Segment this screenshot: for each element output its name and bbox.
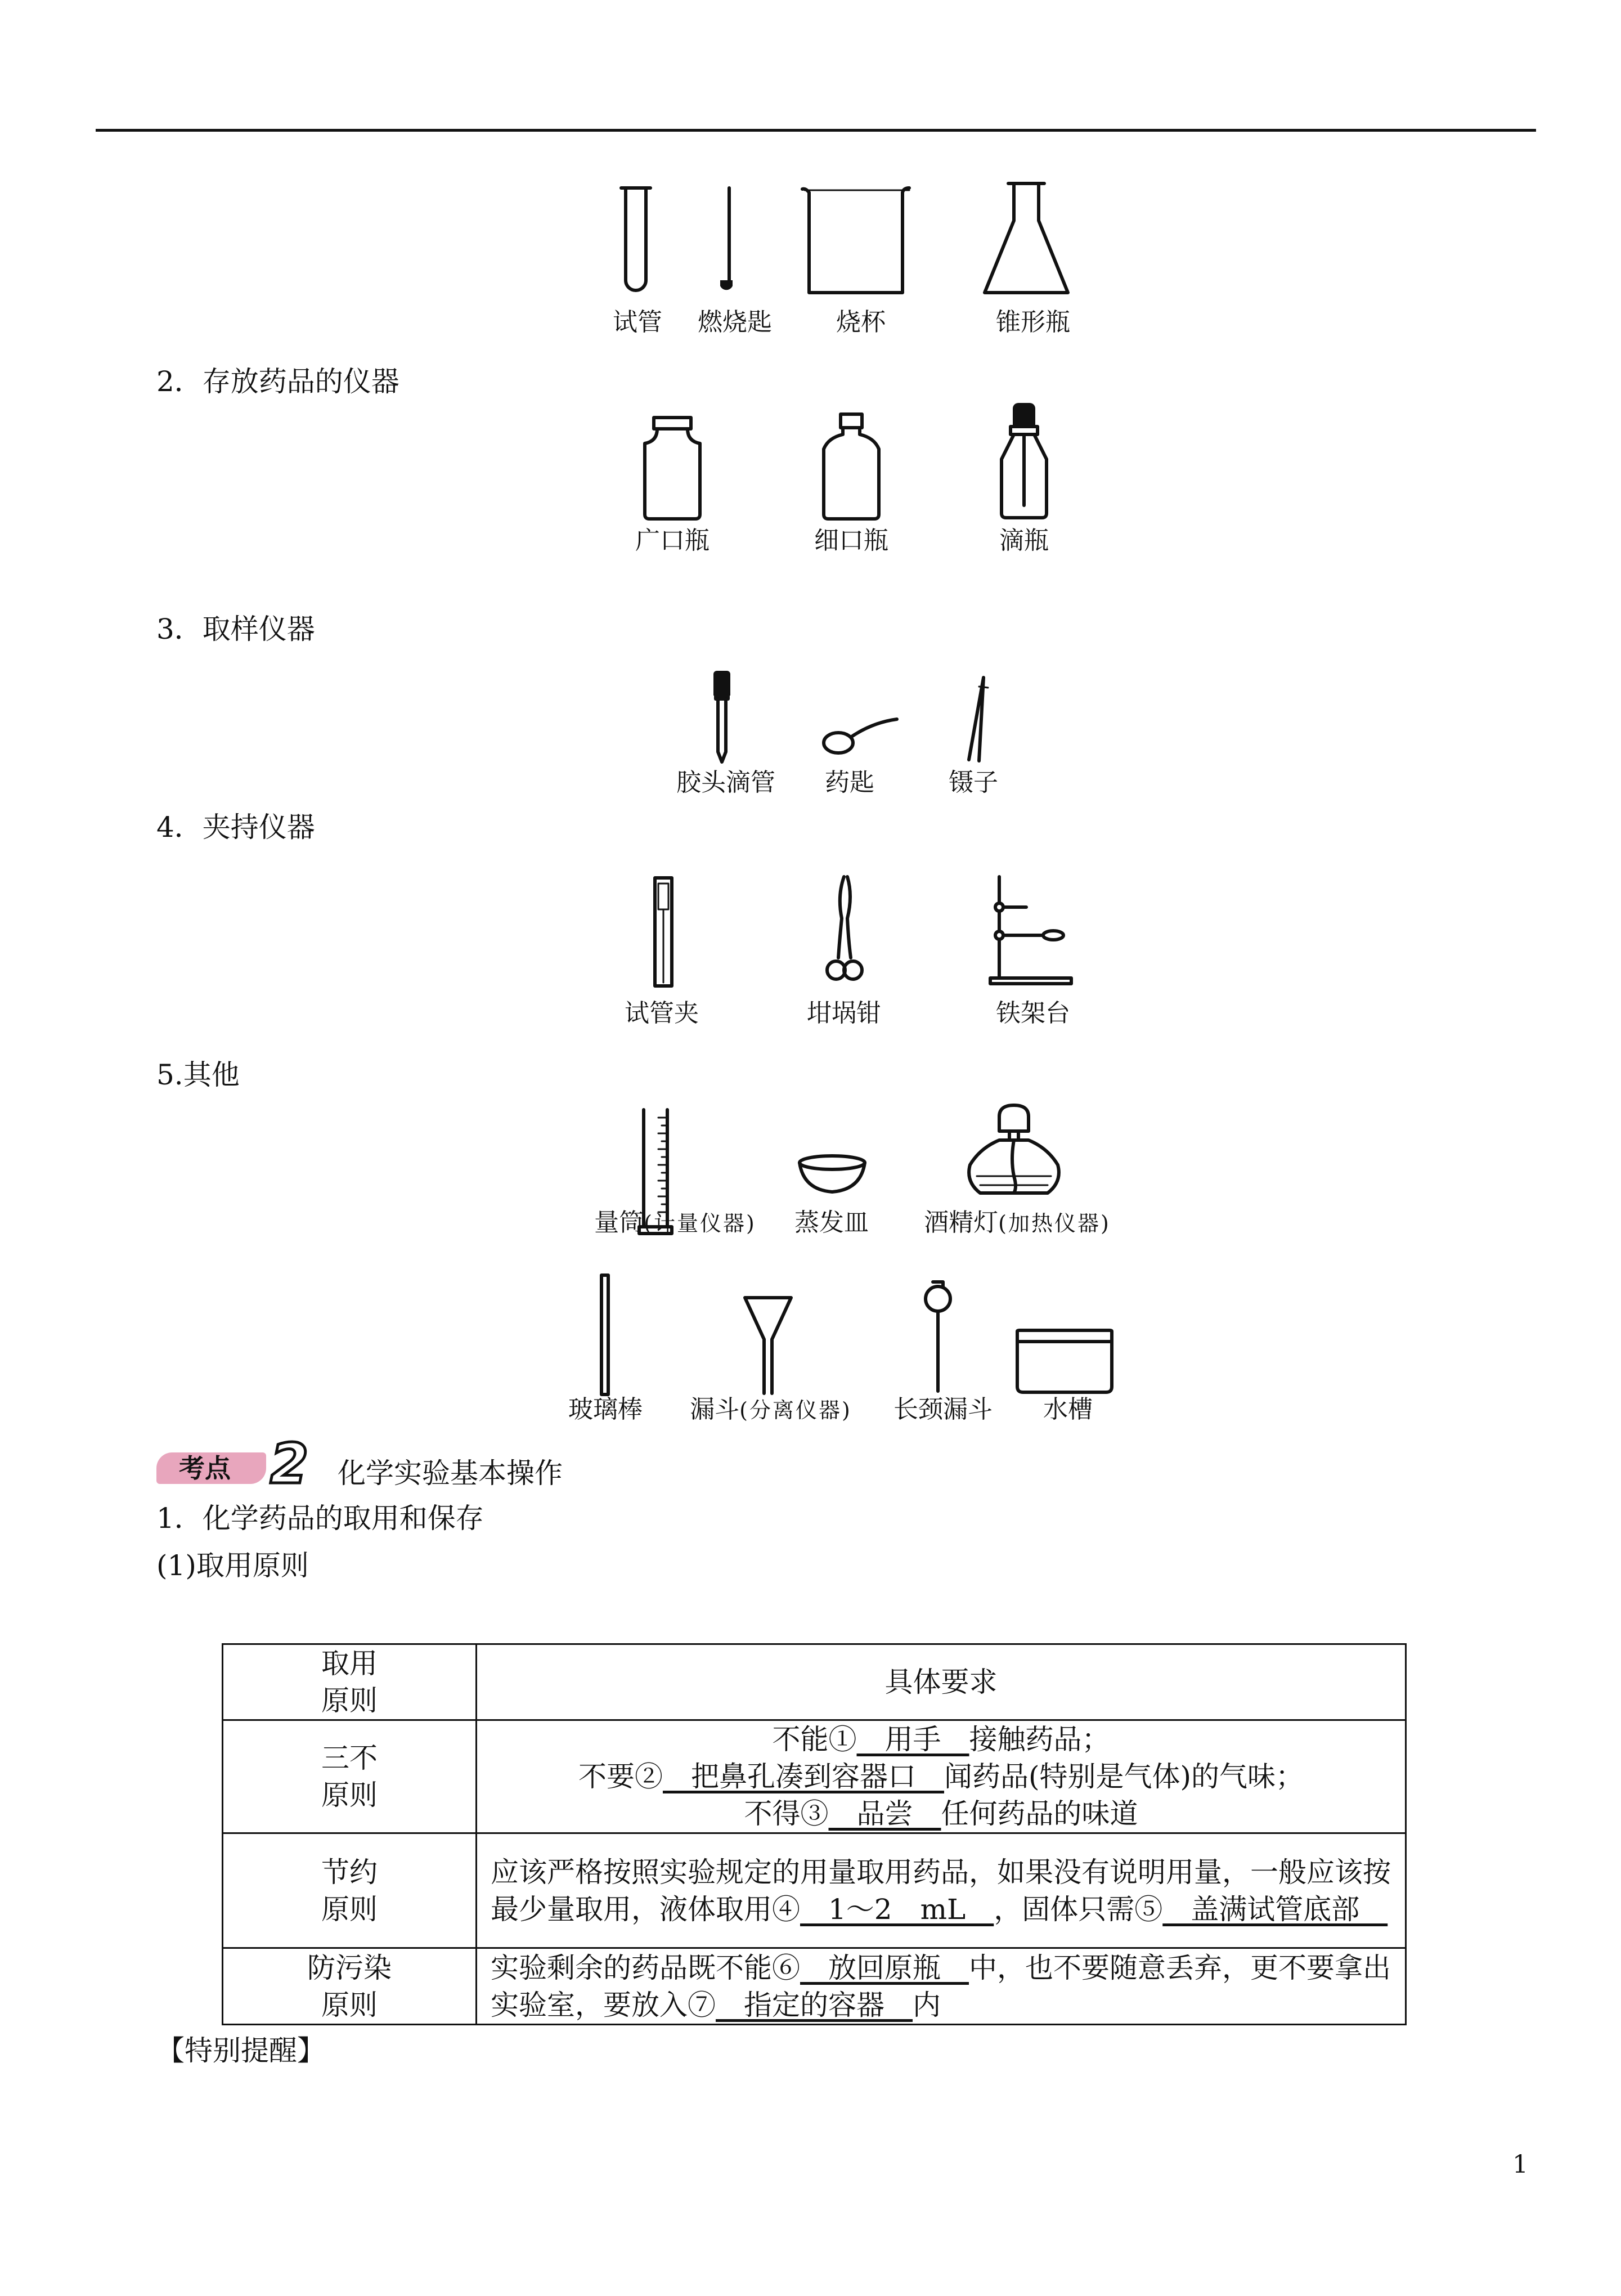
cylinder-note: (计量仪器) [644,1211,756,1236]
caption-beaker: 烧杯 [836,308,886,337]
caption-evaporating-dish: 蒸发皿 [794,1208,869,1237]
caption-dropper-bottle: 滴瓶 [999,526,1049,555]
caption-funnel [690,1394,852,1425]
header-cell-principle: 取用 原则 [223,1644,477,1720]
caption-narrow-mouth-bottle: 细口瓶 [814,526,888,555]
answer-6: 放回原瓶 [800,1951,969,1984]
cylinder-name: 量筒 [594,1208,644,1237]
rule-line-3: 不得③ 品尝 任何药品的味道 [744,1797,1138,1830]
cell-economy: 节约 原则 [223,1833,477,1948]
table-row-three-nos [223,1720,1406,1833]
dropper-icon [708,669,736,764]
dropper-bottle-icon [997,401,1051,522]
exam-point-badge [156,1447,269,1488]
subheading-chemical-handling: 1．化学药品的取用和保存 [156,1502,484,1535]
rule-line-2: 不要② 把鼻孔凑到容器口 闻药品(特别是气体)的气味； [578,1760,1304,1793]
caption-conical-flask: 锥形瓶 [996,308,1070,337]
wide-mouth-bottle-icon [641,415,703,522]
medicine-spoon-icon [821,715,900,760]
crucible-tongs-icon [821,873,866,986]
lamp-note: (加热仪器) [998,1211,1111,1236]
cell-three-nos: 三不 原则 [223,1720,477,1833]
answer-3: 品尝 [828,1797,941,1830]
combustion-spoon-icon [710,186,744,298]
caption-tweezers: 镊子 [949,768,998,797]
water-trough-icon [1014,1328,1115,1396]
iron-stand-icon [987,873,1077,986]
caption-test-tube: 试管 [613,308,662,337]
lamp-name: 酒精灯 [924,1208,999,1237]
section2-title: 化学实验基本操作 [338,1457,563,1490]
caption-iron-stand: 铁架台 [996,999,1070,1028]
cell-anti-pollution: 防污染 原则 [223,1948,477,2025]
beaker-icon [801,186,914,298]
alcohol-lamp-icon [963,1103,1065,1204]
funnel-note: (分离仪器) [739,1398,852,1423]
caption-medicine-spoon: 药匙 [825,768,874,797]
caption-glass-rod: 玻璃棒 [568,1395,643,1424]
rule-line-1: 不能① 用手 接触药品； [772,1723,1110,1756]
table-row-anti-pollution [223,1948,1406,2025]
answer-1: 用手 [856,1723,969,1756]
caption-wide-mouth-bottle: 广口瓶 [635,526,710,555]
header-cell-requirements: 具体要求 [477,1644,1406,1720]
funnel-name: 漏斗 [690,1395,740,1424]
test-tube-holder-icon [649,876,677,988]
answer-5: 盖满试管底部 [1162,1893,1388,1926]
heading-sampling-instruments: 3．取样仪器 [156,613,315,645]
evaporating-dish-icon [796,1153,869,1198]
test-tube-icon [619,186,653,298]
subheading-taking-principles: (1)取用原则 [156,1549,309,1582]
caption-test-tube-holder: 试管夹 [625,999,699,1028]
caption-crucible-tongs: 坩埚钳 [807,999,881,1028]
conical-flask-icon [981,181,1071,299]
caption-alcohol-lamp [924,1208,1111,1239]
caption-long-neck-funnel: 长颈漏斗 [893,1395,993,1424]
caption-graduated-cylinder [594,1208,756,1239]
caption-water-trough: 水槽 [1043,1395,1093,1424]
principles-table [222,1643,1407,2025]
tweezers-icon [957,675,996,765]
heading-others: 5.其他 [156,1059,240,1091]
answer-2: 把鼻孔凑到容器口 [662,1760,944,1793]
cell-anti-pollution-requirements: 实验剩余的药品既不能⑥ 放回原瓶 中，也不要随意丢弃，更不要拿出实验室，要放入⑦ 指定的容器 内 [477,1948,1406,2025]
caption-dropper: 胶头滴管 [676,768,775,797]
answer-4: 1～2 mL [800,1893,994,1926]
glass-rod-icon [596,1273,613,1397]
heading-clamping-instruments: 4．夹持仪器 [156,811,315,844]
narrow-mouth-bottle-icon [820,412,882,522]
top-rule [96,129,1536,132]
table-header-row [223,1644,1406,1720]
cell-economy-requirements: 应该严格按照实验规定的用量取用药品，如果没有说明用量，一般应该按最少量取用，液体取用④ 1～2 mL ，固体只需⑤ 盖满试管底部 [477,1833,1406,1948]
special-reminder: 【特别提醒】 [156,2034,325,2067]
answer-7: 指定的容器 [716,1988,913,2021]
heading-storage-instruments: 2．存放药品的仪器 [156,365,399,398]
table-row-economy [223,1833,1406,1948]
cell-three-nos-requirements [477,1720,1406,1833]
funnel-icon [743,1294,793,1396]
caption-combustion-spoon: 燃烧匙 [698,308,772,337]
page-number: 1 [1512,2150,1528,2179]
long-neck-funnel-icon [918,1279,958,1397]
badge-number: 2 [270,1432,309,1496]
badge-label: 考点 [179,1453,231,1483]
